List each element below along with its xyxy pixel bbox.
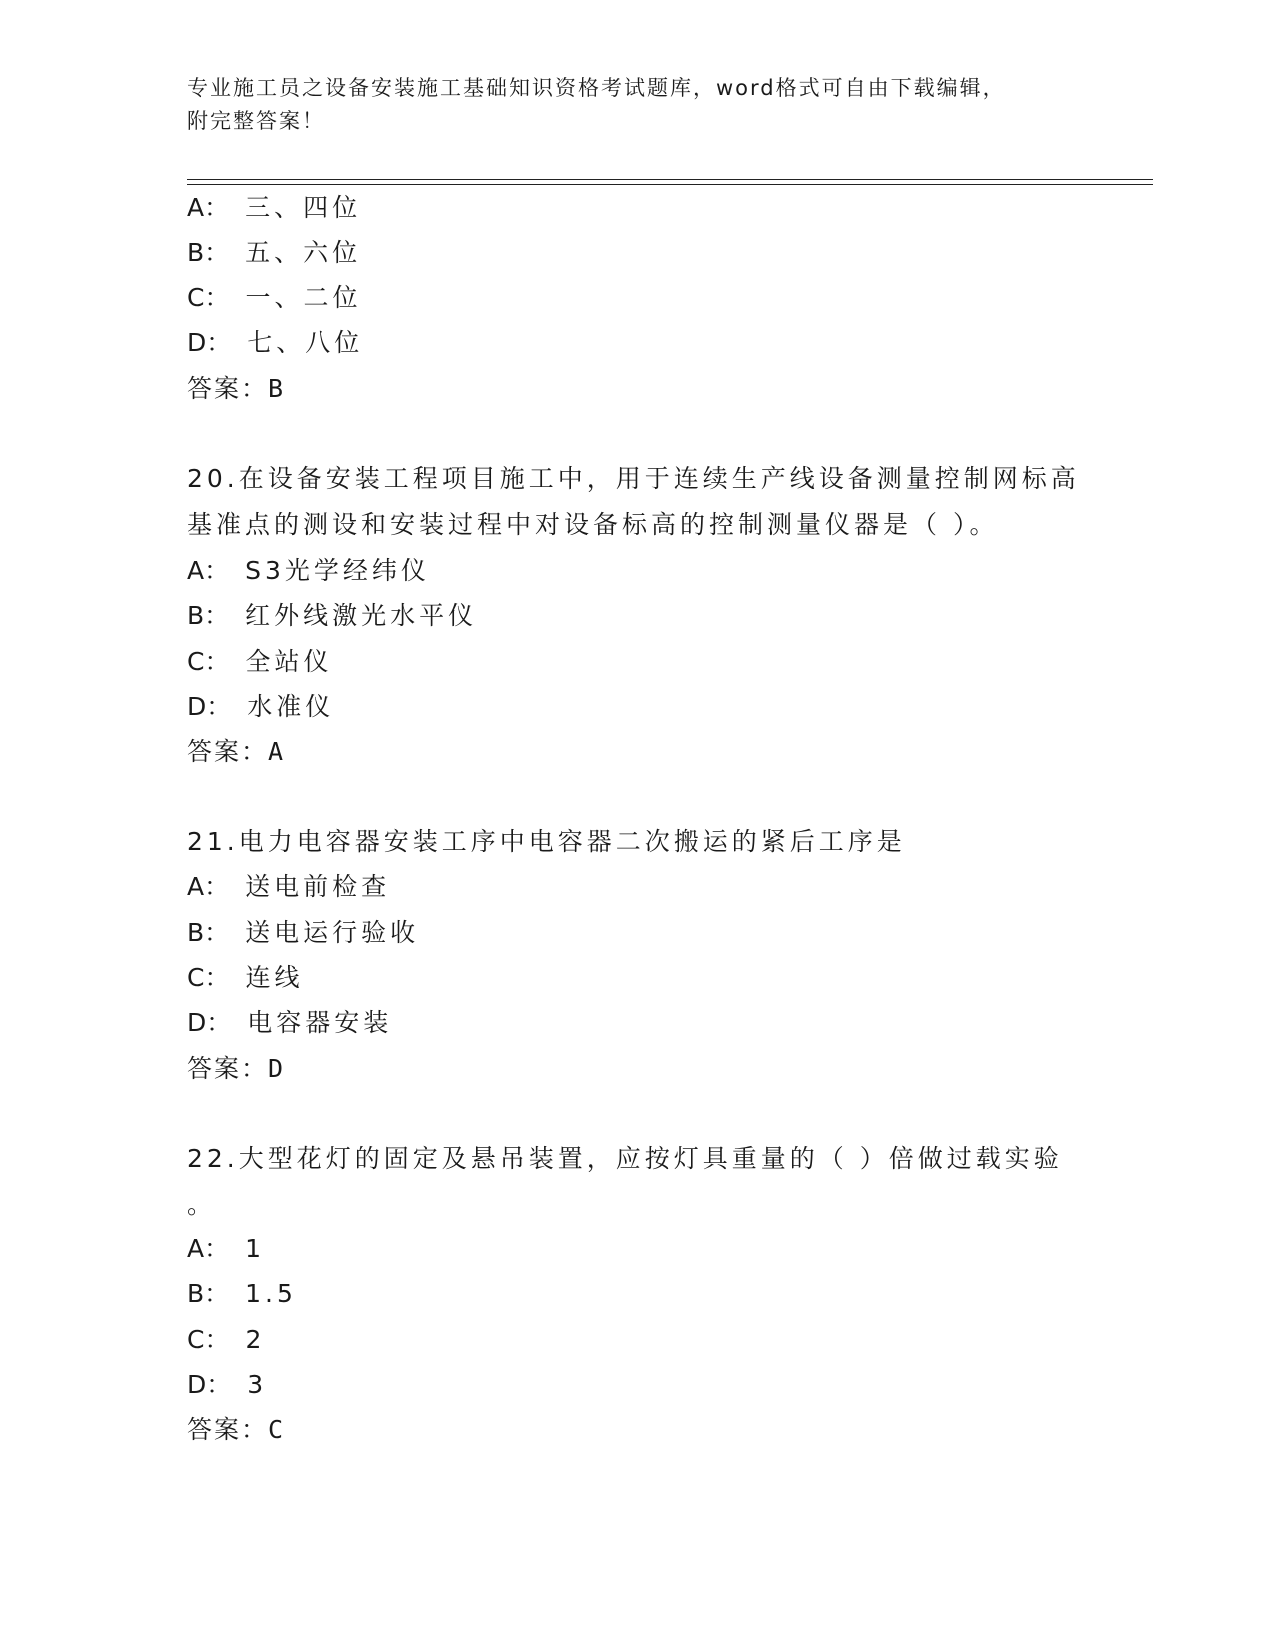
q21-option-a: A： 送电前检查 [187, 872, 391, 901]
q21-stem-line-1: 21.电力电容器安装工序中电容器二次搬运的紧后工序是 [187, 827, 906, 856]
q20-answer: 答案：A [187, 737, 284, 766]
q22-option-c: C： 2 [187, 1325, 266, 1354]
q19-option-c: C： 一、二位 [187, 283, 362, 312]
q19-answer: 答案：B [187, 374, 284, 403]
q22-stem-line-1: 22.大型花灯的固定及悬吊装置，应按灯具重量的（ ）倍做过载实验 [187, 1144, 1063, 1173]
q22-option-b: B： 1.5 [187, 1279, 297, 1308]
q21-option-c: C： 连线 [187, 963, 304, 992]
q22-stem-line-2: 。 [187, 1190, 217, 1219]
q20-option-d: D： 水准仪 [187, 692, 335, 721]
q20-stem-line-1: 20.在设备安装工程项目施工中，用于连续生产线设备测量控制网标高 [187, 464, 1080, 493]
q19-option-a: A： 三、四位 [187, 193, 362, 222]
q20-option-c: C： 全站仪 [187, 647, 333, 676]
q21-option-b: B： 送电运行验收 [187, 918, 420, 947]
q21-answer: 答案：D [187, 1054, 284, 1083]
q20-option-b: B： 红外线激光水平仪 [187, 601, 478, 630]
header-divider-top [187, 179, 1153, 180]
header-line-1: 专业施工员之设备安装施工基础知识资格考试题库，word格式可自由下载编辑， [187, 76, 1006, 100]
header-line-2: 附完整答案！ [187, 109, 325, 133]
q22-answer: 答案：C [187, 1415, 284, 1444]
header-divider-bottom [187, 184, 1153, 185]
q20-stem-line-2: 基准点的测设和安装过程中对设备标高的控制测量仪器是（ ）。 [187, 510, 999, 539]
q19-option-b: B： 五、六位 [187, 238, 362, 267]
q20-option-a: A： S3光学经纬仪 [187, 556, 430, 585]
q21-option-d: D： 电容器安装 [187, 1008, 393, 1037]
q19-option-d: D： 七、八位 [187, 328, 364, 357]
document-header [187, 72, 1087, 138]
q22-option-a: A： 1 [187, 1234, 266, 1263]
q22-option-d: D： 3 [187, 1370, 268, 1399]
